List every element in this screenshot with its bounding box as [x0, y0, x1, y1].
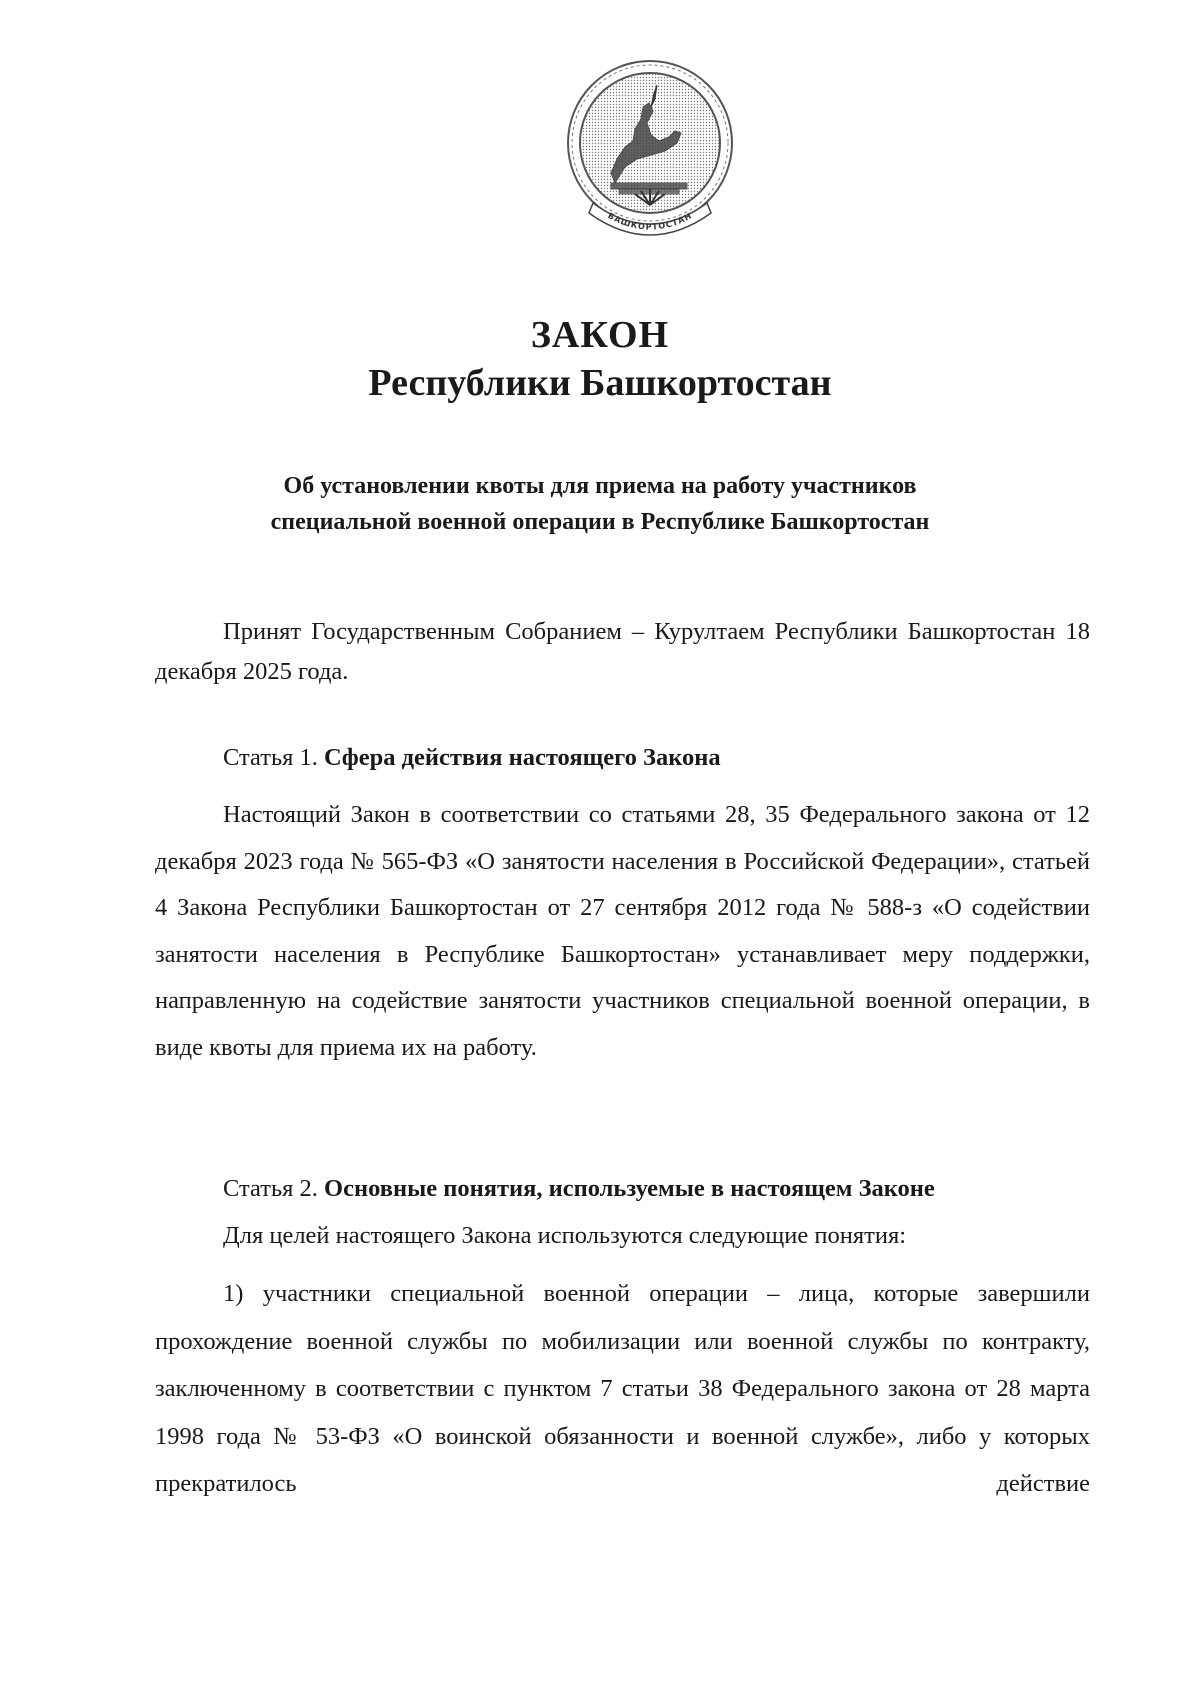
issuer-title: Республики Башкортостан [368, 362, 832, 404]
article-1-heading [223, 744, 721, 772]
article-2-title: Основные понятия, используемые в настоящем Законе [324, 1175, 935, 1202]
law-name [0, 468, 1200, 540]
law-name-line-1: Об установлении квоты для приема на работу участников [283, 473, 917, 499]
law-name-line-2: специальной военной операции в Республике Башкортостан [270, 509, 930, 535]
article-2-label: Статья 2. [223, 1175, 318, 1202]
document-type-title: ЗАКОН [530, 314, 670, 356]
article-2-item-1: 1) участники специальной военной операции – лица, которые завершили прохождение военной службы по мобилизации или военной службы по контракту, заключенному в соответствии с пунктом 7 статьи 38 Федерального закона от 28 марта 1998 года № 53-ФЗ «О воинской обязанности и военной службе», либо у которых прекратилось действие [155, 1280, 1090, 1497]
article-1-body: Настоящий Закон в соответствии со статьями 28, 35 Федерального закона от 12 декабря 2023 года № 565-ФЗ «О занятости населения в Российской Федерации», статьей 4 Закона Республики Башкортостан от 27 сентября 2012 года № 588-з «О содействии занятости населения в Республике Башкортостан» устанавливает меру поддержки, направленную на содействие занятости участников специальной военной операции, в виде квоты для приема их на работу. [155, 801, 1090, 1061]
adoption-statement: Принят Государственным Собранием – Курултаем Республики Башкортостан 18 декабря 2025 года. [155, 618, 1090, 685]
article-2-heading [223, 1175, 935, 1203]
article-1-title: Сфера действия настоящего Закона [324, 744, 721, 771]
bashkortostan-emblem [555, 55, 745, 245]
article-2-intro: Для целей настоящего Закона используются следующие понятия: [223, 1222, 907, 1249]
article-1-label: Статья 1. [223, 744, 318, 771]
ribbon-text: БАШКОРТОСТАН [606, 211, 694, 232]
